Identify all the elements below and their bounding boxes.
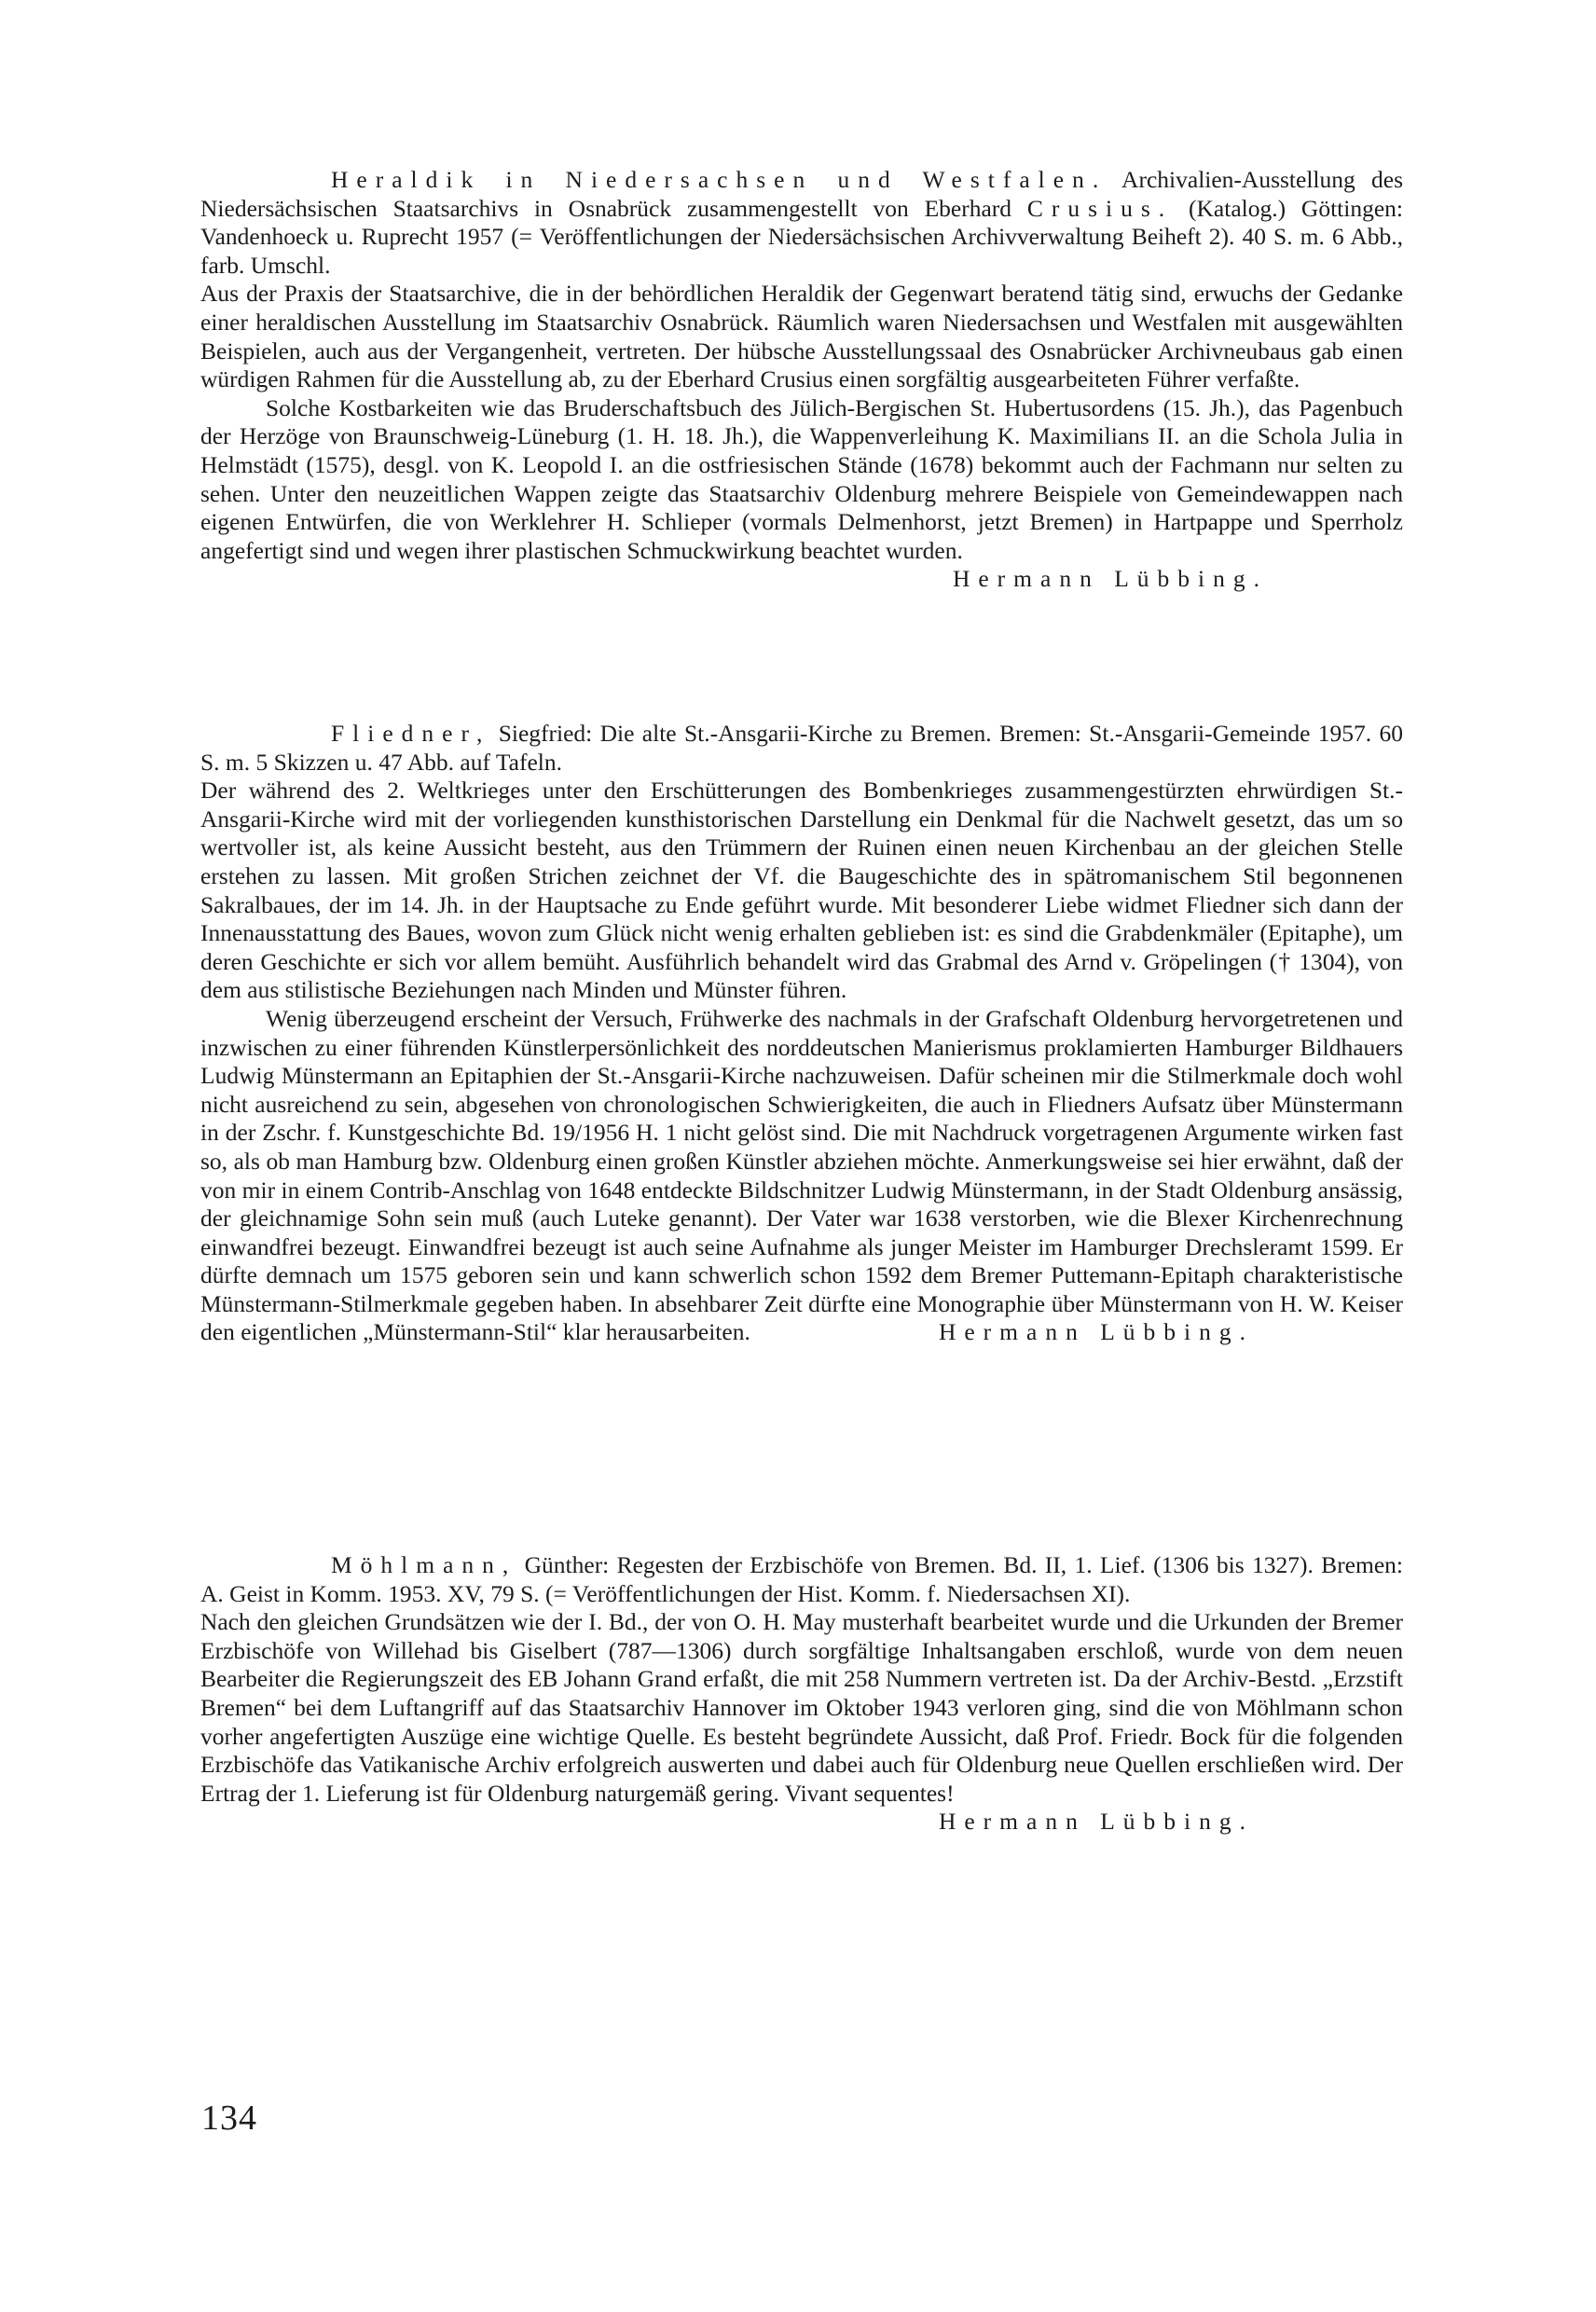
review-citation xyxy=(200,1551,1403,1608)
review-paragraph: Solche Kostbarkeiten wie das Bruderschaftsbuch des Jülich-Bergischen St. Hubertusordens (15. Jh.), das Pagenbuch der Herzöge von Braunschweig-Lüneburg (1. H. 18. Jh.), die Wappenverleihung K. Maximilians II. an die Schola Julia in Helmstädt (1575), desgl. von K. Leopold I. an die ostfriesischen Stände (1678) bekommt auch der Fachmann nur selten zu sehen. Unter den neuzeitlichen Wappen zeigte das Staatsarchiv Oldenburg mehrere Beispiele von Gemeindewappen nach eigenen Entwürfen, die von Werklehrer H. Schlieper (vormals Delmenhorst, jetzt Bremen) in Hartpappe und Sperrholz angefertigt sind und wegen ihrer plastischen Schmuckwirkung beachtet wurden. xyxy=(200,393,1403,564)
citation-editor: Crusius. xyxy=(1026,194,1174,222)
review-paragraph: Aus der Praxis der Staatsarchive, die in der behördlichen Heraldik der Gegenwart beratend tätig sind, erwuchs der Gedanke einer heraldischen Ausstellung im Staatsarchiv Osnabrück. Räumlich waren Niedersachsen und Westfalen mit ausgewählten Beispielen, auch aus der Vergangenheit, vertreten. Der hübsche Ausstellungssaal des Osnabrücker Archivneubaus gab einen würdigen Rahmen für die Ausstellung ab, zu der Eberhard Crusius einen sorgfältig ausgearbeiteten Führer verfaßte. xyxy=(200,280,1403,393)
review-paragraph xyxy=(200,1608,1403,1836)
review-author: Möhlmann, xyxy=(331,1551,517,1578)
review-paragraph-text: Nach den gleichen Grundsätzen wie der I. Bd., der von O. H. May musterhaft bearbeitet wurde und die Urkunden der Bremer Erzbischöfe von Willehad bis Giselbert (787—1306) durch sorgfältige Inhaltsangaben erschloß, wurde von dem neuen Bearbeiter die Regierungszeit des EB Johann Grand erfaßt, die mit 258 Nummern vertreten ist. Da der Archiv-Bestd. „Erzstift Bremen“ bei dem Luftangriff auf das Staatsarchiv Hannover im Oktober 1943 verloren ging, sind die von Möhlmann schon vorher angefertigten Auszüge eine wichtige Quelle. Es besteht begründete Aussicht, daß Prof. Friedr. Bock für die folgenden Erzbischöfe das Vatikanische Archiv erfolgreich auswerten und dabei auch für Oldenburg neue Quellen erschließen wird. Der Ertrag der 1. Lieferung ist für Oldenburg naturgemäß gering. Vivant sequentes! xyxy=(200,1608,1403,1807)
review-paragraph-text: Wenig überzeugend erscheint der Versuch, Frühwerke des nachmals in der Grafschaft Oldenburg hervorgetretenen und inzwischen zu einer führenden Künstlerpersönlichkeit des norddeutschen Manierismus proklamierten Hamburger Bildhauers Ludwig Münstermann an Epitaphien der St.-Ansgarii-Kirche nachzuweisen. Dafür scheinen mir die Stilmerkmale doch wohl nicht ausreichend zu sein, abgesehen von chronologischen Schwierigkeiten, die auch in Fliedners Aufsatz über Münstermann in der Zschr. f. Kunstgeschichte Bd. 19/1956 H. 1 nicht gelöst sind. Die mit Nachdruck vorgetragenen Argumente wirken fast so, als ob man Hamburg bzw. Oldenburg einen großen Künstler abziehen möchte. Anmerkungsweise sei hier erwähnt, daß der von mir in einem Contrib-Anschlag von 1648 entdeckte Bildschnitzer Ludwig Münstermann, in der Stadt Oldenburg ansässig, der gleichnamige Sohn sein muß (auch Luteke genannt). Der Vater war 1638 verstorben, wie die Blexer Kirchenrechnung einwandfrei bezeugt. Einwandfrei bezeugt ist auch seine Aufnahme als junger Meister im Hamburger Drechsleramt 1599. Er dürfte demnach um 1575 geboren sein und kann schwerlich schon 1592 dem Bremer Puttemann-Epitaph charakteristische Münstermann-Stilmerkmale gegeben haben. In absehbarer Zeit dürfte eine Monographie über Münstermann von H. W. Keiser den eigentlichen „Münstermann-Stil“ klar herausarbeiten. xyxy=(200,1004,1403,1346)
review-title: Heraldik in Niedersachsen und Westfalen. xyxy=(331,166,1108,193)
review-citation xyxy=(200,720,1403,777)
review-citation xyxy=(200,166,1403,280)
review-paragraph xyxy=(200,1005,1403,1347)
citation-text: Archivalien-Ausstellung des Niedersächsischen Staatsarchivs in Osnabrück zusammengestellt von Eberhard xyxy=(200,166,1403,222)
review-heraldik xyxy=(200,166,1403,594)
reviewer-signature: Hermann Lübbing. xyxy=(952,565,1268,593)
page-number: 134 xyxy=(201,2099,257,2138)
reviewer-signature: Hermann Lübbing. xyxy=(938,1808,1254,1836)
citation-text: Siegfried: Die alte St.-Ansgarii-Kirche zu Bremen. Bremen: St.-Ansgarii-Gemeinde 1957. 60 S. m. 5 Skizzen u. 47 Abb. auf Tafeln. xyxy=(200,720,1403,776)
review-author: Fliedner, xyxy=(331,720,491,747)
reviewer-signature: Hermann Lübbing. xyxy=(938,1318,1254,1346)
citation-text: Günther: Regesten der Erzbischöfe von Bremen. Bd. II, 1. Lief. (1306 bis 1327). Bremen: A. Geist in Komm. 1953. XV, 79 S. (= Veröffentlichungen der Hist. Komm. f. Niedersachsen XI). xyxy=(200,1551,1403,1607)
citation-tail: (Katalog.) Göttingen: Vandenhoeck u. Ruprecht 1957 (= Veröffentlichungen der Niedersächsischen Archivverwaltung Beiheft 2). 40 S. m. 6 Abb., farb. Umschl. xyxy=(200,194,1403,279)
review-fliedner xyxy=(200,720,1403,1347)
review-paragraph: Der während des 2. Weltkrieges unter den Erschütterungen des Bombenkrieges zusammengestürzten ehrwürdigen St.-Ansgarii-Kirche wird mit der vorliegenden kunsthistorischen Darstellung ein Denkmal für die Nachwelt gesetzt, das um so wertvoller ist, als keine Aussicht besteht, aus den Trümmern der Ruinen einen neuen Kirchenbau an der gleichen Stelle erstehen zu lassen. Mit großen Strichen zeichnet der Vf. die Baugeschichte des in spätromanischem Stil begonnenen Sakralbaues, der im 14. Jh. in der Hauptsache zu Ende geführt wurde. Mit besonderer Liebe widmet Fliedner sich dann der Innenausstattung des Baues, wovon zum Glück nicht wenig erhalten geblieben ist: es sind die Grabdenkmäler (Epitaphe), um deren Geschichte er sich vor allem bemüht. Ausführlich behandelt wird das Grabmal des Arnd v. Gröpelingen († 1304), von dem aus stilistische Beziehungen nach Minden und Münster führen. xyxy=(200,777,1403,1004)
review-moehlmann xyxy=(200,1551,1403,1837)
